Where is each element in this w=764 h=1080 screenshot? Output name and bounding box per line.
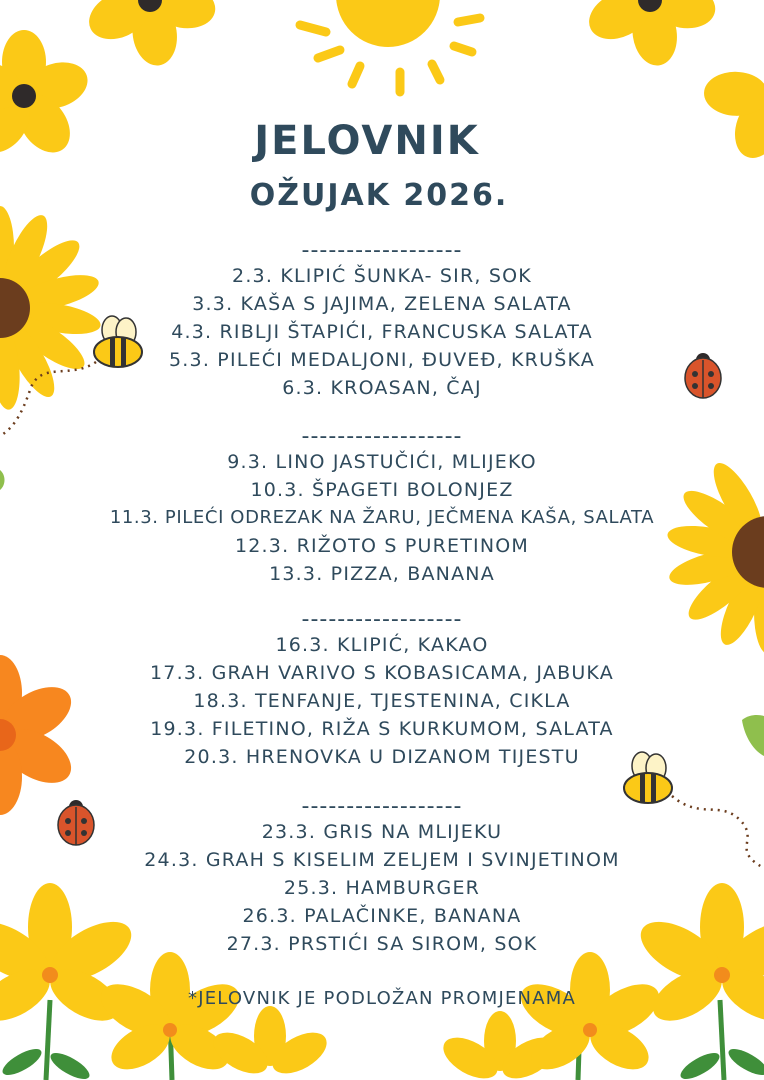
menu-item: 26.3. PALAČINKE, BANANA	[242, 905, 522, 927]
separator: ------------------	[301, 794, 463, 819]
separator: ------------------	[301, 607, 463, 632]
week-block-1	[0, 240, 764, 402]
week-block-2	[0, 426, 764, 588]
menu-item: 4.3. RIBLJI ŠTAPIĆI, FRANCUSKA SALATA	[171, 321, 593, 343]
menu-item: 19.3. FILETINO, RIŽA S KURKUMOM, SALATA	[150, 718, 614, 740]
menu-item: 16.3. KLIPIĆ, KAKAO	[275, 634, 489, 656]
menu-item: 20.3. HRENOVKA U DIZANOM TIJESTU	[184, 746, 580, 768]
separator: ------------------	[301, 424, 463, 449]
disclaimer-note: *JELOVNIK JE PODLOŽAN PROMJENAMA	[188, 988, 576, 1009]
menu-item: 18.3. TENFANJE, TJESTENINA, CIKLA	[193, 690, 571, 712]
menu-item: 11.3. PILEĆI ODREZAK NA ŽARU, JEČMENA KAŠA, SALATA	[109, 507, 655, 528]
menu-item: 17.3. GRAH VARIVO S KOBASICAMA, JABUKA	[150, 662, 614, 684]
menu-item: 12.3. RIŽOTO S PURETINOM	[234, 535, 529, 557]
menu-item: 10.3. ŠPAGETI BOLONJEZ	[250, 479, 514, 501]
menu-item: 27.3. PRSTIĆI SA SIROM, SOK	[226, 933, 538, 955]
menu-item: 2.3. KLIPIĆ ŠUNKA- SIR, SOK	[232, 265, 532, 287]
menu-item: 25.3. HAMBURGER	[283, 877, 481, 899]
separator: ------------------	[301, 238, 463, 263]
page-subtitle: OŽUJAK 2026.	[249, 178, 509, 213]
page-title: JELOVNIK	[254, 118, 480, 164]
menu-item: 3.3. KAŠA S JAJIMA, ZELENA SALATA	[192, 293, 572, 315]
week-block-3	[0, 609, 764, 771]
menu-item: 5.3. PILEĆI MEDALJONI, ĐUVEĐ, KRUŠKA	[169, 349, 595, 371]
menu-item: 6.3. KROASAN, ČAJ	[282, 377, 482, 399]
menu-item: 9.3. LINO JASTUČIĆI, MLIJEKO	[227, 451, 537, 473]
menu-item: 24.3. GRAH S KISELIM ZELJEM I SVINJETINOM	[144, 849, 620, 871]
week-block-4	[0, 796, 764, 958]
menu-item: 13.3. PIZZA, BANANA	[269, 563, 495, 585]
menu-item: 23.3. GRIS NA MLIJEKU	[261, 821, 503, 843]
